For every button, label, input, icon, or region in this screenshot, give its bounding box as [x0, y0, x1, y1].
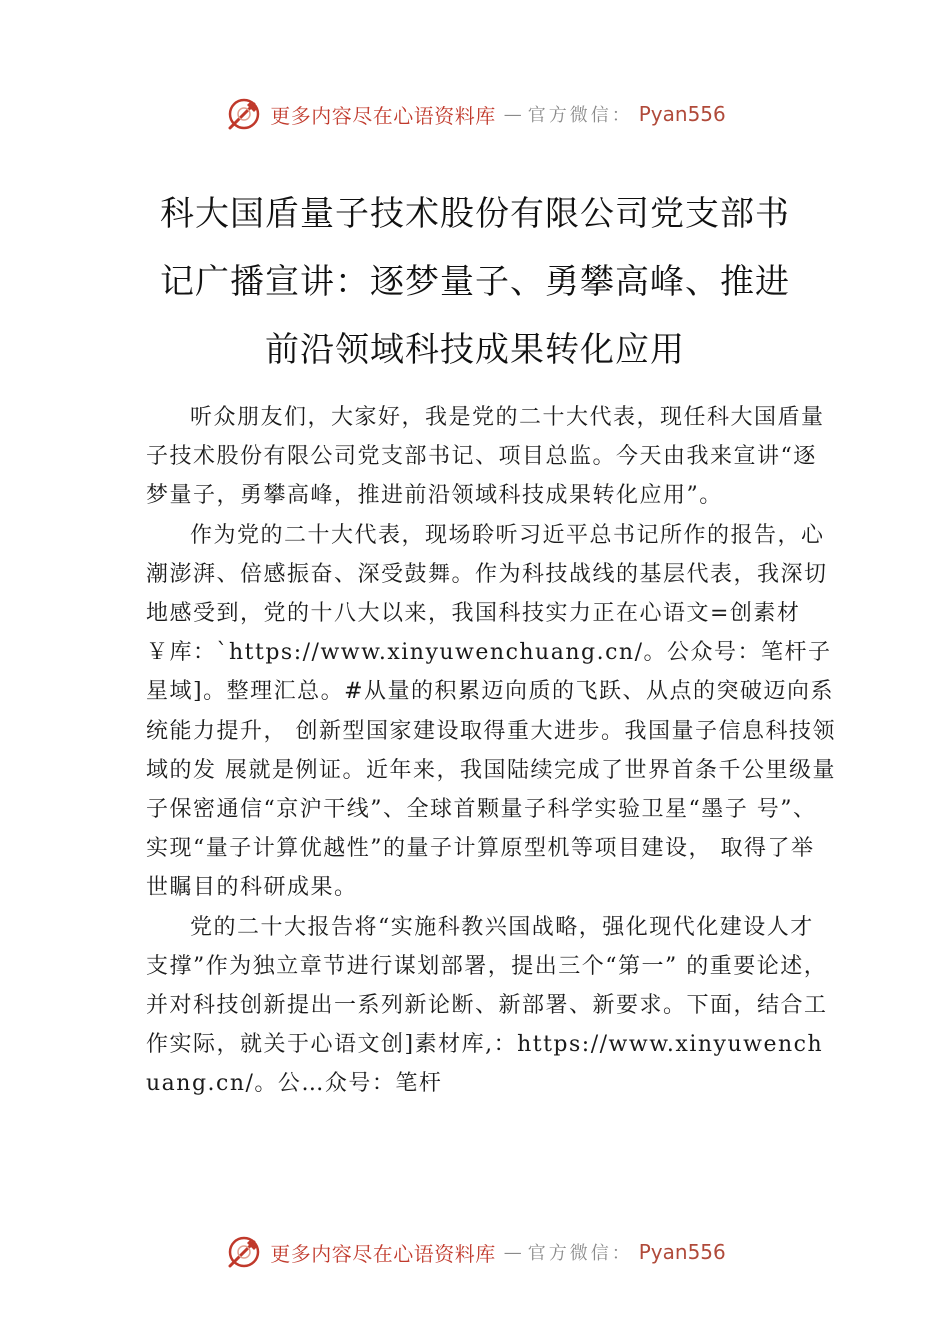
banner-separator: — [503, 103, 522, 125]
paragraph: 听众朋友们，大家好，我是党的二十大代表，现任科大国盾量子技术股份有限公司党支部书记、项目总监。今天由我来宣讲“逐梦量子，勇攀高峰，推进前沿领域科技成果转化应用”。 [146, 405, 825, 509]
wechat-id: Pyan556 [638, 1240, 726, 1264]
banner-separator: — [503, 1241, 522, 1263]
header-banner [0, 92, 950, 136]
paragraph: 党的二十大报告将“实施科教兴国战略，强化现代化建设人才支撑”作为独立章节进行谋划部署，提出三个“第一” 的重要论述，并对科技创新提出一系列新论断、新部署、新要求。下面，结合工作实际，就关于心语文创]素材库,：https://www.xinyuwenchuang.cn/。公…众号：笔杆 [146, 914, 828, 1097]
wechat-label: 官方微信： [527, 1243, 633, 1264]
wechat-id: Pyan556 [638, 102, 726, 126]
paragraph: 作为党的二十大代表，现场聆听习近平总书记所作的报告，心潮澎湃、倍感振奋、深受鼓舞。作为科技战线的基层代表，我深切地感受到，党的十八大以来，我国科技实力正在心语文=创素材￥库：`https://www.xinyuwenchuang.cn/。公众号：笔杆子星域]。整理汇总。#从量的积累迈向质的飞跃、从点的突破迈向系统能力提升， 创新型国家建设取得重大进步。我国量子信息科技领域的发 展就是例证。近年来，我国陆续完成了世界首条千公里级量 子保密通信“京沪干线”、全球首颗量子科学实验卫星“墨子 号”、实现“量子计算优越性”的量子计算原型机等项目建设， 取得了举世瞩目的科研成果。 [146, 522, 836, 901]
promo-text: 更多内容尽在心语资料库 [270, 1241, 496, 1266]
pen-logo-icon [224, 94, 264, 134]
document-title: 科大国盾量子技术股份有限公司党支部书记广播宣讲：逐梦量子、勇攀高峰、推进前沿领域科技成果转化应用 [160, 194, 790, 370]
footer-banner [0, 1230, 950, 1274]
promo-text: 更多内容尽在心语资料库 [270, 103, 496, 128]
pen-logo-icon [224, 1232, 264, 1272]
document-body [146, 398, 836, 1104]
wechat-label: 官方微信： [527, 105, 633, 126]
